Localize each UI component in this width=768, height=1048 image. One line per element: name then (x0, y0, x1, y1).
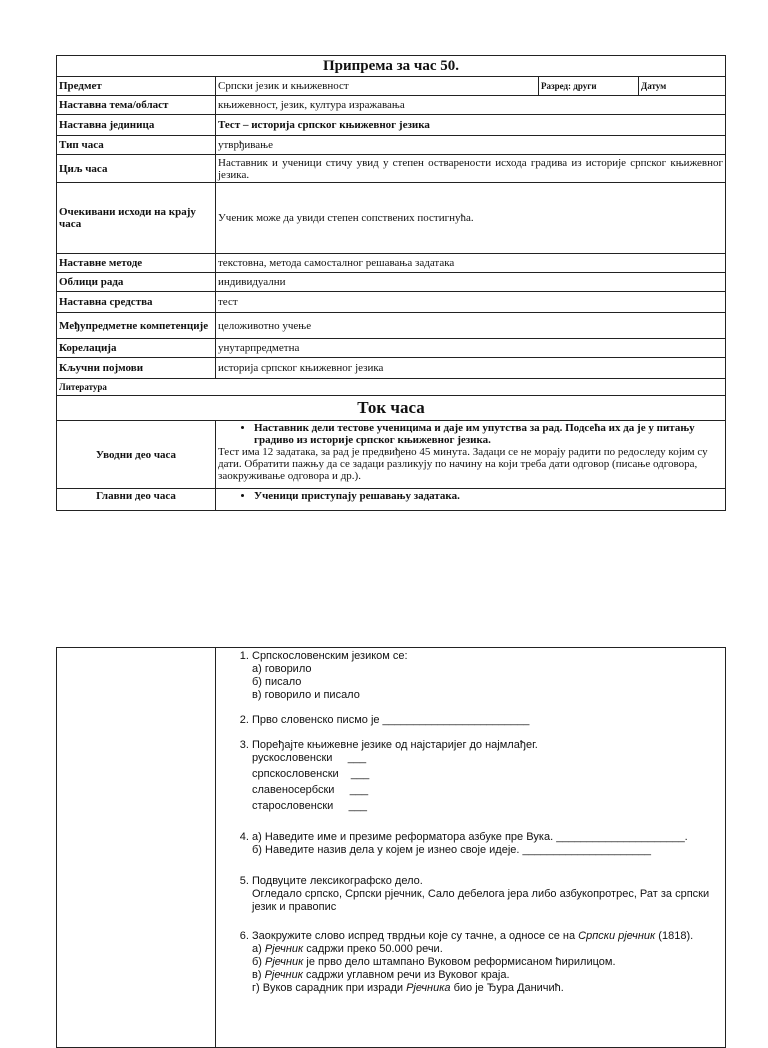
q3-item-1: рускословенски ___ (252, 752, 367, 764)
correlation-label: Корелација (57, 339, 216, 358)
goal-value: Наставник и ученици стичу увид у степен остварености исхода градива из историје српског књижевног језика. (216, 155, 726, 183)
intro-part-content (216, 421, 726, 489)
q1-option-c: в) говорило и писало (252, 689, 360, 701)
test-left-cell (57, 648, 216, 1048)
competencies-value: целоживотно учење (216, 313, 726, 339)
key-concepts-value: историја српског књижевног језика (216, 358, 726, 379)
question-3: 3. Поређајте књижевне језике од најстаријег до најмлађег. рускословенски ___ српскословенски ___ славеносербски ___ старословенски ___ (252, 739, 723, 813)
competencies-label: Међупредметне компетенције (57, 313, 216, 339)
unit-value: Тест – историја српског књижевног језика (216, 115, 726, 136)
question-5: 5. Подвуците лексикографско дело. Огледало српско, Српски рјечник, Сало дебелога јера либо азбукопротрес, Рат за српски језик и правопис (252, 875, 723, 914)
main-bullet: • Ученици приступају решавању задатака. (254, 490, 723, 502)
q1-option-b: б) писало (252, 676, 302, 688)
topic-value: књижевност, језик, култура изражавања (216, 96, 726, 115)
question-list (218, 650, 723, 995)
methods-label: Наставне методе (57, 254, 216, 273)
question-2: 2. Прво словенско писмо је ________________________ (252, 714, 723, 727)
teaching-aids-label: Наставна средства (57, 292, 216, 313)
work-forms-label: Облици рада (57, 273, 216, 292)
topic-label: Наставна тема/област (57, 96, 216, 115)
grade-label: Разред: други (539, 77, 639, 96)
question-1: 1. Српскословенским језиком се: а) говорило б) писало в) говорило и писало (252, 650, 723, 702)
main-part-label: Главни део часа (57, 489, 216, 511)
subject-label: Предмет (57, 77, 216, 96)
intro-part-label: Уводни део часа (57, 421, 216, 489)
lesson-type-value: утврђивање (216, 136, 726, 155)
q1-option-a: а) говорило (252, 663, 312, 675)
subject-value: Српски језик и књижевност (216, 77, 539, 96)
q3-item-4: старословенски ___ (252, 800, 367, 812)
plan-title: Припрема за час 50. (57, 56, 726, 77)
literature-label: Литература (57, 379, 726, 396)
key-concepts-label: Кључни појмови (57, 358, 216, 379)
lesson-flow-title: Ток часа (57, 396, 726, 421)
question-6: 6. Заокружите слово испред тврдњи које су тачне, а односе се на Српски рјечник (1818). а) Рјечник садржи преко 50.000 речи. б) Рјечник је прво дело штампано Вуковом реформисаном ћирилицом. в) Рјечник садржи углавном речи из Вуковог краја. г) Вуков сарадник при изради Рјечника био је Ђура Даничић. (252, 930, 723, 995)
teaching-aids-value: тест (216, 292, 726, 313)
q3-item-3: славеносербски ___ (252, 784, 369, 796)
test-table (56, 647, 726, 1048)
test-questions-cell (216, 648, 726, 1048)
main-part-content (216, 489, 726, 511)
lesson-type-label: Тип часа (57, 136, 216, 155)
q3-item-2: српскословенски ___ (252, 768, 370, 780)
q4-part-b: б) Наведите назив дела у којем је изнео своје идеје. _____________________ (252, 844, 651, 856)
methods-value: текстовна, метода самосталног решавања задатака (216, 254, 726, 273)
intro-text: Тест има 12 задатака, за рад је предвиђено 45 минута. Задаци се не морају радити по редоследу којим су дати. Обратити пажњу да се задаци разликују по начину на који треба дати одговор (писање одговора, заокруживање одговора и др.). (218, 446, 708, 482)
q6-option-b: б) Рјечник је прво дело штампано Вуковом реформисаном ћирилицом. (252, 956, 616, 968)
correlation-value: унутарпредметна (216, 339, 726, 358)
lesson-plan-table (56, 55, 726, 511)
q6-option-d: г) Вуков сарадник при изради Рјечника био је Ђура Даничић. (252, 982, 564, 994)
goal-label: Циљ часа (57, 155, 216, 183)
date-label: Датум (639, 77, 726, 96)
unit-label: Наставна јединица (57, 115, 216, 136)
intro-bullet: • Наставник дели тестове ученицима и даје им упутства за рад. Подсећа их да је у питању градиво из историје српског књижевног језика. (254, 422, 723, 446)
q6-option-a: а) Рјечник садржи преко 50.000 речи. (252, 943, 443, 955)
outcomes-label: Очекивани исходи на крају часа (57, 183, 216, 254)
question-4: 4. а) Наведите име и презиме реформатора азбуке пре Вука. _____________________. б) Наведите назив дела у којем је изнео своје идеје. _____________________ (252, 831, 723, 857)
q6-option-c: в) Рјечник садржи углавном речи из Вуковог краја. (252, 969, 510, 981)
work-forms-value: индивидуални (216, 273, 726, 292)
q5-options: Огледало српско, Српски рјечник, Сало дебелога јера либо азбукопротрес, Рат за српски језик и правопис (252, 888, 710, 913)
outcomes-value: Ученик може да увиди степен сопствених постигнућа. (216, 183, 726, 254)
